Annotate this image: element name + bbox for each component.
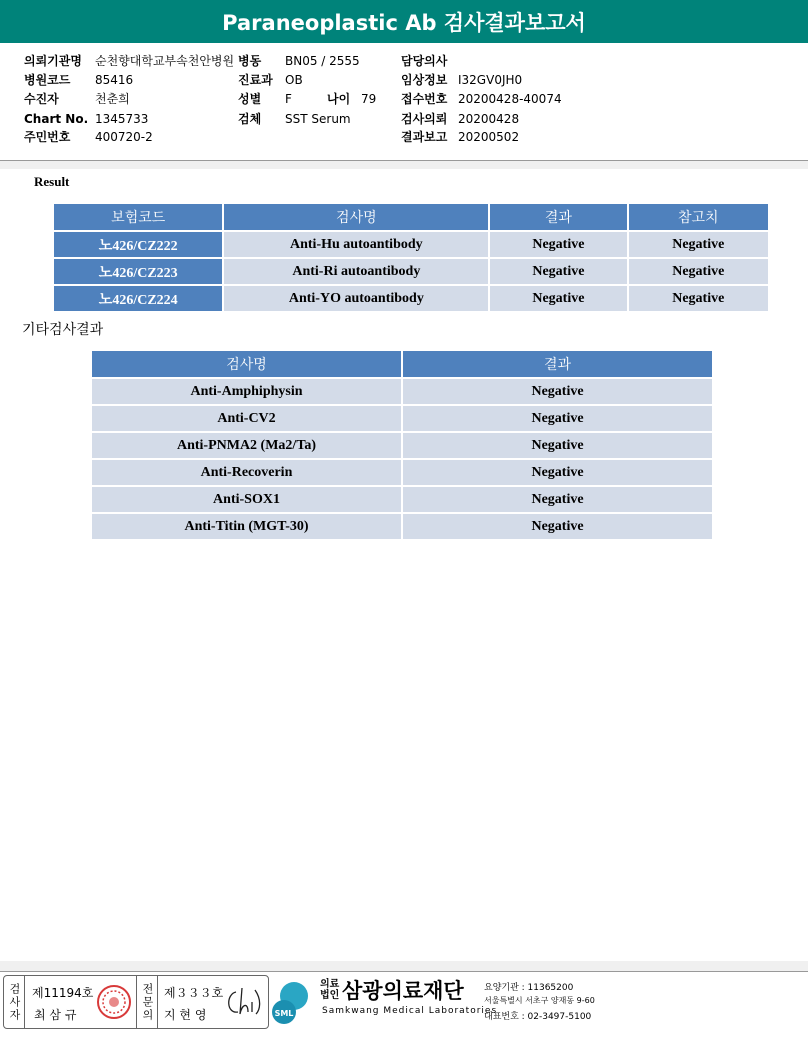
org-type: 의료법인 (320, 979, 340, 1001)
tester-label: 검사자 (4, 976, 25, 1028)
info-chart-no: Chart No. 1345733 (24, 112, 149, 126)
table-row (92, 487, 712, 512)
test-name: Anti-Amphiphysin (92, 379, 401, 404)
info-department: 진료과 OB (238, 73, 303, 87)
org-english-name: Samkwang Medical Laboratories (322, 1006, 498, 1016)
signature-box (3, 975, 269, 1029)
info-specimen: 검체 SST Serum (238, 112, 351, 126)
header-result: 결과 (490, 204, 626, 230)
test-name: Anti-YO autoantibody (224, 286, 488, 311)
header-test-name: 검사명 (224, 204, 488, 230)
org-address: 서울특별시 서초구 양재동 9-60 (484, 996, 595, 1005)
test-name: Anti-Hu autoantibody (224, 232, 488, 257)
insurance-code: 노426/CZ222 (54, 232, 222, 257)
other-section-title: 기타검사결과 (22, 322, 104, 338)
info-institution: 의뢰기관명 순천향대학교부속천안병원 (24, 54, 235, 68)
table-row (54, 259, 768, 284)
test-result: Negative (403, 514, 712, 539)
info-hospital-code: 병원코드 85416 (24, 73, 134, 87)
result-section-title: Result (34, 174, 70, 189)
insurance-code: 노426/CZ223 (54, 259, 222, 284)
specialist-license: 제３３３호 (164, 986, 224, 1000)
table-row (92, 406, 712, 431)
report-title: Paraneoplastic Ab 검사결과보고서 (0, 0, 808, 43)
other-table-header (92, 351, 712, 377)
test-name: Anti-Ri autoantibody (224, 259, 488, 284)
test-result: Negative (403, 460, 712, 485)
test-name: Anti-Titin (MGT-30) (92, 514, 401, 539)
info-patient: 수진자 천춘희 (24, 92, 130, 106)
info-age: 나이 79 (327, 92, 377, 106)
footer-band (0, 961, 808, 971)
header-test-name: 검사명 (92, 351, 401, 377)
test-name: Anti-Recoverin (92, 460, 401, 485)
sml-logo-icon (270, 976, 318, 1026)
info-doctor: 담당의사 (401, 54, 448, 68)
table-row (92, 460, 712, 485)
specialist-label: 전문의 (137, 976, 158, 1028)
care-number: 요양기관 : 11365200 (484, 983, 574, 993)
test-result: Negative (403, 406, 712, 431)
table-row (54, 286, 768, 311)
tester-license: 제11194호 (32, 986, 94, 1000)
test-result: Negative (403, 379, 712, 404)
header-result: 결과 (403, 351, 712, 377)
info-sex: 성별 F (238, 92, 292, 106)
seal-stamp-icon (96, 984, 132, 1020)
table-row (54, 232, 768, 257)
insurance-code: 노426/CZ224 (54, 286, 222, 311)
result-table-header (54, 204, 768, 230)
other-table (90, 349, 714, 541)
table-row (92, 433, 712, 458)
info-report-date: 결과보고 20200502 (401, 130, 520, 144)
tester-name: 최 삼 규 (34, 1008, 77, 1022)
test-result: Negative (403, 433, 712, 458)
test-name: Anti-PNMA2 (Ma2/Ta) (92, 433, 401, 458)
info-clinical: 임상정보 I32GV0JH0 (401, 73, 523, 87)
result-table (52, 202, 770, 313)
test-name: Anti-CV2 (92, 406, 401, 431)
test-result: Negative (490, 286, 626, 311)
table-row (92, 514, 712, 539)
test-name: Anti-SOX1 (92, 487, 401, 512)
footer-separator (0, 971, 808, 972)
info-reception-no: 접수번호 20200428-40074 (401, 92, 562, 106)
org-phone: 대표번호 : 02-3497-5100 (484, 1012, 592, 1022)
header-reference: 참고치 (629, 204, 768, 230)
table-row (92, 379, 712, 404)
info-request-date: 검사의뢰 20200428 (401, 112, 520, 126)
test-result: Negative (490, 232, 626, 257)
signature-icon (222, 984, 266, 1020)
org-name: 삼광의료재단 (342, 979, 464, 1003)
header-insurance-code: 보험코드 (54, 204, 222, 230)
specialist-name: 지 현 영 (164, 1008, 207, 1022)
test-result: Negative (403, 487, 712, 512)
reference-value: Negative (629, 286, 768, 311)
test-result: Negative (490, 259, 626, 284)
reference-value: Negative (629, 232, 768, 257)
reference-value: Negative (629, 259, 768, 284)
header-band (0, 161, 808, 169)
info-resident-no: 주민번호 400720-2 (24, 130, 153, 144)
logo-text: SML (274, 1009, 294, 1018)
info-ward: 병동 BN05 / 2555 (238, 54, 360, 68)
